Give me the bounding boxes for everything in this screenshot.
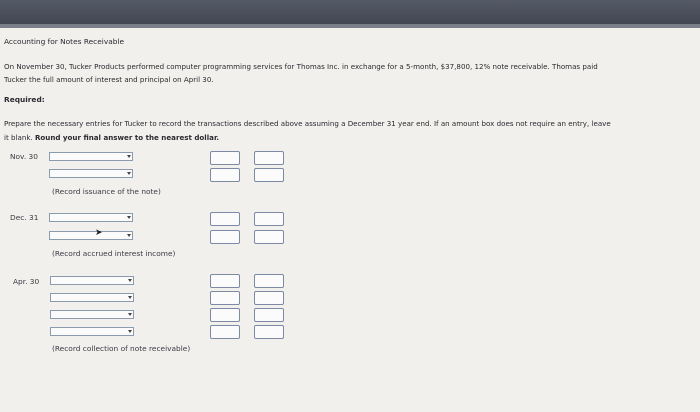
entry-note-dec31: (Record accrued interest income) xyxy=(52,249,176,258)
credit-input-apr30-2[interactable] xyxy=(254,291,284,305)
debit-input-dec31-1[interactable] xyxy=(210,212,240,226)
debit-input-apr30-3[interactable] xyxy=(210,308,240,322)
debit-input-apr30-4[interactable] xyxy=(210,325,240,339)
mouse-cursor-icon: ➤ xyxy=(95,228,103,238)
credit-input-dec31-1[interactable] xyxy=(254,212,284,226)
entry-note-apr30: (Record collection of note receivable) xyxy=(52,344,191,353)
problem-line-2: Tucker the full amount of interest and principal on April 30. xyxy=(4,74,214,84)
credit-input-apr30-1[interactable] xyxy=(254,274,284,288)
account-select-nov30-2[interactable] xyxy=(49,169,133,178)
credit-input-apr30-3[interactable] xyxy=(254,308,284,322)
debit-input-apr30-2[interactable] xyxy=(210,291,240,305)
instructions xyxy=(4,117,611,145)
debit-input-apr30-1[interactable] xyxy=(210,274,240,288)
credit-input-dec31-2[interactable] xyxy=(254,230,284,244)
account-select-apr30-4[interactable] xyxy=(50,327,134,336)
entry-date-nov30: Nov. 30 xyxy=(10,152,38,161)
problem-line-1: On November 30, Tucker Products performed computer programming services for Thomas Inc. in exchange for a 5-month, $37,800, 12% note receivable. Thomas paid xyxy=(4,62,598,71)
instruction-line-1: Prepare the necessary entries for Tucker to record the transactions described above assuming a December 31 year end. If an amount box does not require an entry, leave xyxy=(4,119,611,128)
instruction-plain: it blank. xyxy=(4,133,33,142)
entry-date-apr30: Apr. 30 xyxy=(13,277,40,286)
instruction-line-2 xyxy=(4,131,611,145)
debit-input-nov30-2[interactable] xyxy=(210,168,240,182)
debit-input-nov30-1[interactable] xyxy=(210,151,240,165)
top-bar xyxy=(0,0,700,28)
chevron-down-icon xyxy=(127,216,131,219)
chevron-down-icon xyxy=(128,313,132,316)
top-bar-edge xyxy=(0,24,700,28)
page-heading: Accounting for Notes Receivable xyxy=(4,37,125,46)
account-select-apr30-2[interactable] xyxy=(50,293,134,302)
chevron-down-icon xyxy=(128,279,132,282)
credit-input-apr30-4[interactable] xyxy=(254,325,284,339)
account-select-nov30-1[interactable] xyxy=(49,152,133,161)
entry-note-nov30: (Record issuance of the note) xyxy=(52,187,161,196)
debit-input-dec31-2[interactable] xyxy=(210,230,240,244)
account-select-dec31-2[interactable] xyxy=(49,228,133,240)
credit-input-nov30-1[interactable] xyxy=(254,151,284,165)
chevron-down-icon xyxy=(127,234,131,237)
account-select-apr30-3[interactable] xyxy=(50,310,134,319)
chevron-down-icon xyxy=(128,296,132,299)
chevron-down-icon xyxy=(128,330,132,333)
chevron-down-icon xyxy=(127,172,131,175)
chevron-down-icon xyxy=(127,155,131,158)
entry-date-dec31: Dec. 31 xyxy=(10,213,39,222)
problem-statement xyxy=(4,61,598,86)
instruction-bold: Round your final answer to the nearest dollar. xyxy=(34,133,220,142)
account-select-apr30-1[interactable] xyxy=(50,276,134,285)
credit-input-nov30-2[interactable] xyxy=(254,168,284,182)
account-select-dec31-1[interactable] xyxy=(49,213,133,222)
required-label: Required: xyxy=(4,95,45,104)
